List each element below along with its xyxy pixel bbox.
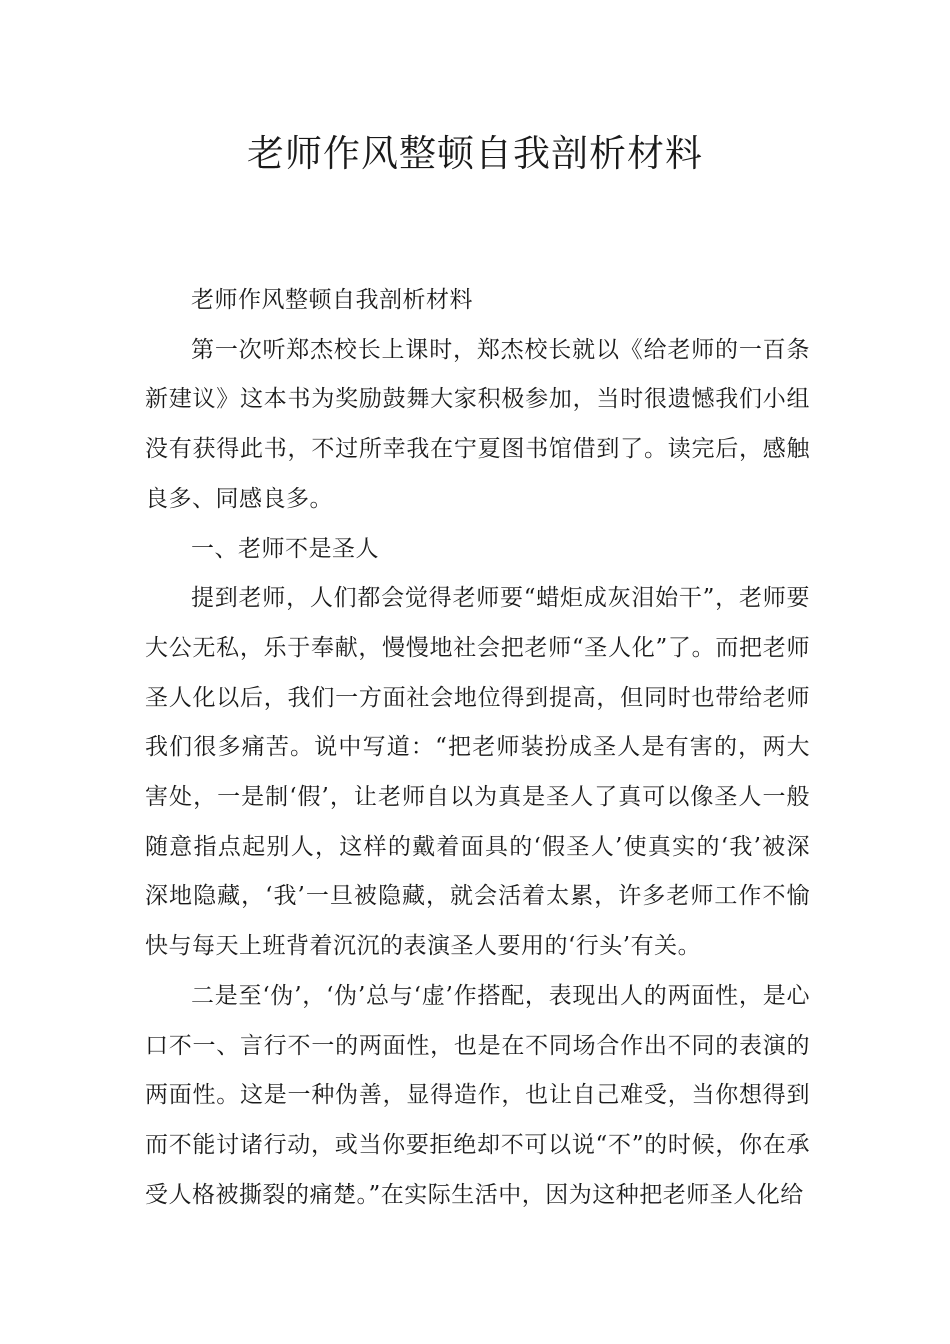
section-heading: 一、老师不是圣人 xyxy=(191,535,379,562)
document-body xyxy=(145,276,810,1220)
paragraph: 提到老师，人们都会觉得老师要“蜡炬成灰泪始干”，老师要大公无私，乐于奉献，慢慢地社会把老师“圣人化”了。而把老师圣人化以后，我们一方面社会地位得到提高，但同时也带给老师我们很多痛苦。说中写道：“把老师装扮成圣人是有害的，两大害处，一是制‘假’，让老师自以为真是圣人了真可以像圣人一般随意指点起别人，这样的戴着面具的‘假圣人’使真实的‘我’被深深地隐藏，‘我’一旦被隐藏，就会活着太累，许多老师工作不愉快与每天上班背着沉沉的表演圣人要用的‘行头’有关。 xyxy=(145,585,810,960)
paragraph-subtitle: 老师作风整顿自我剖析材料 xyxy=(191,287,473,313)
document-title: 老师作风整顿自我剖析材料 xyxy=(247,132,703,175)
paragraph: 二是至‘伪’，‘伪’总与‘虚’作搭配，表现出人的两面性，是心口不一、言行不一的两面性，也是在不同场合作出不同的表演的两面性。这是一种伪善，显得造作，也让自己难受，当你想得到而不能讨诸行动，或当你要拒绝却不可以说“不”的时候，你在承受人格被撕裂的痛楚。”在实际生活中，因为这种把老师圣人化给 xyxy=(145,982,810,1208)
paragraph-intro: 第一次听郑杰校长上课时，郑杰校长就以《给老师的一百条新建议》这本书为奖励鼓舞大家积极参加，当时很遗憾我们小组没有获得此书，不过所幸我在宁夏图书馆借到了。读完后，感触良多、同感良多。 xyxy=(145,336,810,512)
